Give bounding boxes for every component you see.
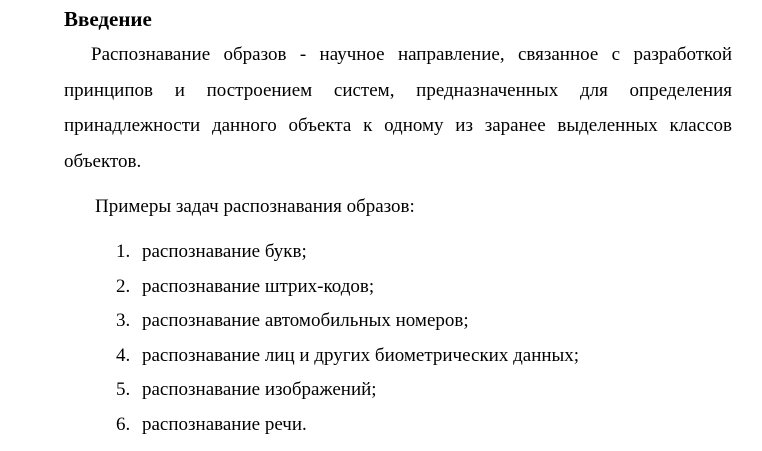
section-heading: Введение (64, 7, 152, 31)
list-item-number: 4. (116, 344, 131, 366)
list-item-number: 3. (116, 310, 131, 332)
examples-intro: Примеры задач распознавания образов: (95, 196, 415, 217)
list-item-text: распознавание автомобильных номеров; (142, 310, 469, 332)
list-item-text: распознавание лиц и других биометрических данных; (142, 344, 580, 366)
intro-paragraph: Распознавание образов - научное направление, связанное с разработкой принципов и построением систем, предназначенных для определения принадлежности данного объекта к одному из заранее выделенных классов объектов. (64, 44, 732, 172)
list-item-text: распознавание штрих-кодов; (142, 275, 375, 297)
list-item-number: 1. (116, 241, 131, 262)
list-item-text: распознавание речи. (142, 413, 307, 435)
list-item-number: 5. (116, 379, 131, 401)
list-item-text: распознавание изображений; (142, 379, 377, 401)
list-item-text: распознавание букв; (142, 241, 307, 262)
list-item-number: 2. (116, 275, 131, 297)
list-item-number: 6. (116, 413, 131, 435)
